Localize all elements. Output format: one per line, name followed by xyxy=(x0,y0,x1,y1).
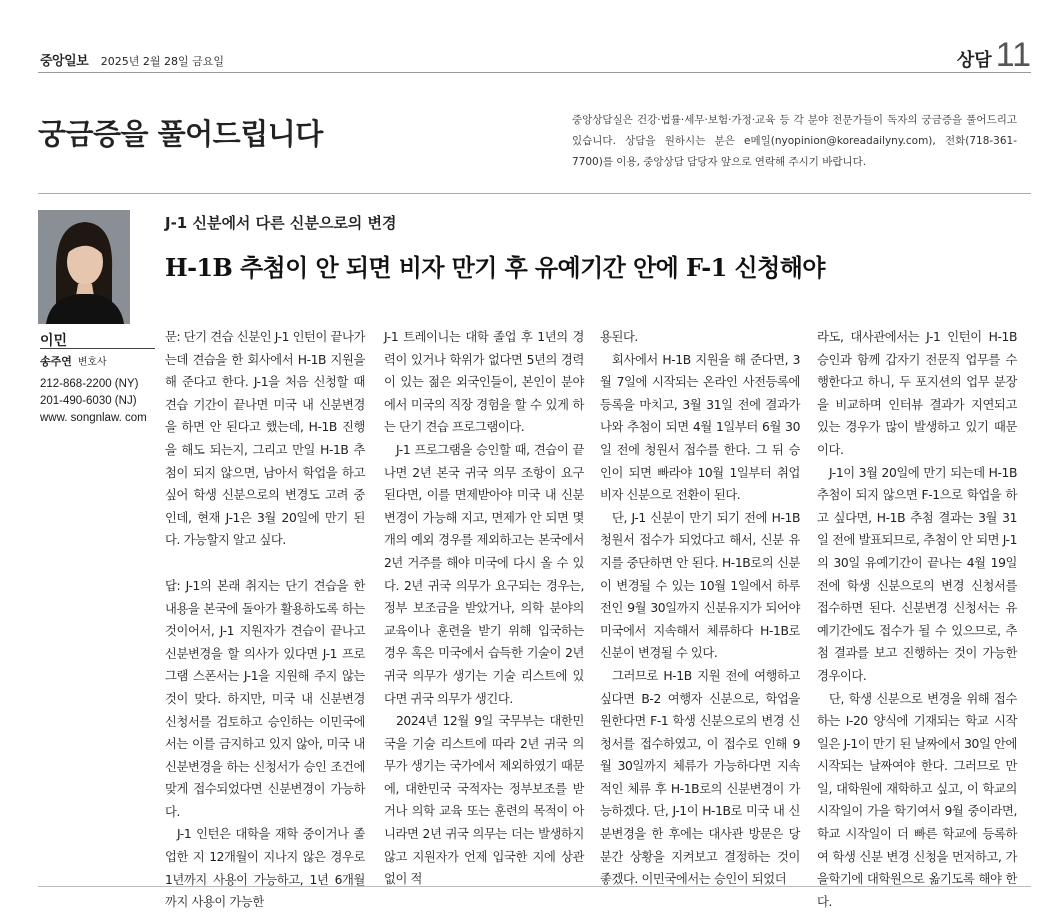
author-byline xyxy=(40,353,107,369)
author-category: 이민 xyxy=(40,333,68,349)
phone-ny: 212-868-2200 (NY) xyxy=(40,378,139,390)
body-paragraph: 그러므로 H-1B 지원 전에 여행하고 싶다면 B-2 여행자 신분으로, 학업을 원한다면 F-1 학생 신분으로의 변경 신청서를 접수하였고, 이 접수로 인해 9월 30일까지 체류가 가능하다면 지속적인 체류 후 H-1B로의 신분변경이 가능하겠다. 단, J-1이 H-1B로 미국 내 신분변경을 한 후에는 대사관 방문은 당분간 상황을 지켜보고 결정하는 것이 좋겠다. 이민국에서는 승인이 되었더 xyxy=(600,668,800,887)
header-divider xyxy=(38,72,1031,73)
article-headline: H-1B 추첨이 안 되면 비자 만기 후 유예기간 안에 F-1 신청해야 xyxy=(165,253,825,282)
body-paragraph: J-1 트레이니는 대학 졸업 후 1년의 경력이 있거나 학위가 없다면 5년의 경력이 있는 젊은 외국인들이, 본인이 분야에서 미국의 직장 경험을 할 수 있게 하는 단기 견습 프로그램이다. xyxy=(384,330,584,435)
masthead xyxy=(40,50,224,69)
intro-text: 중앙상담실은 건강·법률·세무·보험·가정·교육 등 각 분야 전문가들이 독자의 궁금증을 풀어드리고 있습니다. 상담을 원하시는 분은 e메일(nyopinion@koreadailyny.com), 전화(718-361-7700)를 이용, 중앙상담 담당자 앞으로 연락해 주시기 바랍니다. xyxy=(572,114,1017,168)
body-paragraph: J-1 프로그램을 승인할 때, 견습이 끝나면 2년 본국 귀국 의무 조항이 요구된다면, 이를 면제받아야 미국 내 신분 변경이 가능해 지고, 면제가 안 되면 몇 개의 예외 경우를 제외하고는 본국에서 2년 거주를 해야 미국에 다시 올 수 있다. 2년 귀국 의무가 요구되는 경우는, 정부 보조금을 받았거나, 의학 분야의 교육이나 훈련을 받기 위해 입국하는 경우 혹은 미국에서 습득한 기술이 2년 귀국 의무가 생기는 기술 리스트에 있다면 귀국 의무가 생긴다. xyxy=(384,442,584,706)
author-role: 변호사 xyxy=(77,357,107,368)
author-contact xyxy=(40,376,147,427)
title-divider xyxy=(38,193,1031,194)
body-paragraph: 단, J-1 신분이 만기 되기 전에 H-1B 청원서 접수가 되었다고 해서, 신분 유지를 중단하면 안 된다. H-1B로의 신분이 변경될 수 있는 10월 1일에서 하루 전인 9월 30일까지 신분유지가 되어야 미국에서 지속해서 체류하다 H-1B로 신분이 변경될 수 있다. xyxy=(600,510,800,661)
body-paragraph: 2024년 12월 9일 국무부는 대한민국을 기술 리스트에 따라 2년 귀국 의무가 생기는 국가에서 제외하였기 때문에, 대한민국 국적자는 정부보조를 받거나 의학 교육 또는 훈련의 목적이 아니라면 2년 귀국 의무는 더는 발생하지 않고 지원자가 언제 입국한 지에 상관없이 적 xyxy=(384,714,584,887)
newspaper-logo: 중앙일보 xyxy=(40,54,89,69)
body-paragraph: 단, 학생 신분으로 변경을 위해 접수하는 I-20 양식에 기재되는 학교 시작일은 J-1이 만기 된 날짜에서 30일 안에 시작되는 날짜여야 한다. 그러므로 만일, 대학원에 재학하고 싶고, 이 학교의 시작일이 가을 학기여서 9월 중이라면, 학교 시작일이 더 빠른 학교에 등록하여 학생 신분 변경 신청을 먼저하고, 가을학기에 대학원으로 옮기도록 해야 한다. xyxy=(817,691,1017,909)
answer-paragraph: 답: J-1의 본래 취지는 단기 견습을 한 내용을 본국에 돌아가 활용하도록 하는 것이어서, J-1 지원자가 견습이 끝나고 신분변경을 할 의사가 있다면 J-1 프로그램 스폰서는 J-1을 지원해 주지 않는 것이 맞다. 하지만, 미국 내 신분변경 신청서를 검토하고 승인하는 이민국에서는 이를 금지하고 있지 않아, 미국 내 신분변경을 하는 신청서가 승인 조건에 맞게 접수되었다면 신분변경이 가능하다. xyxy=(165,578,365,819)
website-link[interactable]: www. songnlaw. com xyxy=(40,412,147,424)
footer-divider xyxy=(38,886,1031,887)
page-number: 11 xyxy=(995,36,1031,74)
phone-nj: 201-490-6030 (NJ) xyxy=(40,395,137,407)
article-column-2 xyxy=(384,326,584,891)
body-paragraph: 용된다. xyxy=(600,330,638,344)
body-paragraph: 회사에서 H-1B 지원을 해 준다면, 3월 7일에 시작되는 온라인 사전등록에 등록을 마치고, 3월 31일 전에 결과가 나와 추첨이 되면 4월 1일부터 6월 30일 전에 청원서 접수를 한다. 그 뒤 승인이 되면 빠라야 10월 1일부터 취업비자 신분으로 전환이 된다. xyxy=(600,352,800,503)
author-divider xyxy=(40,348,155,349)
author-portrait-icon xyxy=(38,210,130,324)
article-column-4 xyxy=(817,326,1017,913)
body-paragraph: J-1이 3월 20일에 만기 되는데 H-1B 추첨이 되지 않으면 F-1으로 학업을 하고 싶다면, H-1B 추첨 결과는 3월 31일 전에 발표되므로, 추첨이 안 되면 J-1의 30일 유예기간이 끝나는 4월 19일 전에 학생 신분으로의 변경 신청서를 접수하면 된다. 신분변경 신청서는 유예기간에도 접수가 될 수 있으므로, 추첨 결과를 보고 진행하는 것이 가능한 경우이다. xyxy=(817,465,1017,683)
author-photo xyxy=(38,210,130,324)
author-name: 송주연 xyxy=(40,355,72,368)
body-paragraph: J-1 인턴은 대학을 재학 중이거나 졸업한 지 12개월이 지나지 않은 경우로 1년까지 사용이 가능하고, 1년 6개월까지 사용이 가능한 xyxy=(165,827,365,910)
section-name: 상담 xyxy=(956,50,992,71)
article-kicker: J-1 신분에서 다른 신분으로의 변경 xyxy=(165,214,397,232)
body-paragraph: 라도, 대사관에서는 J-1 인턴이 H-1B 승인과 함께 갑자기 전문직 업무를 수행한다고 하니, 두 포지션의 업무 분장을 비교하며 인터뷰 결과가 지연되고 있는 경우가 많이 발생하고 있기 때문이다. xyxy=(817,330,1017,457)
article-column-3 xyxy=(600,326,800,891)
page-title: 궁금증을 풀어드립니다 xyxy=(38,117,323,151)
article-column-1 xyxy=(165,326,365,914)
section-label xyxy=(957,38,1031,72)
issue-date: 2025년 2월 28일 금요일 xyxy=(100,55,225,68)
question-paragraph: 문: 단기 견습 신분인 J-1 인턴이 끝나가는데 견습을 한 회사에서 H-1B 지원을 해 준다고 한다. J-1을 처음 신청할 때 견습 기간이 끝나면 미국 내 신분변경을 하면 안 된다고 했는데, H-1B 진행을 해도 되는지, 그리고 만일 H-1B 추첨이 되지 않으면, 남아서 학업을 하고 싶어 학생 신분으로의 변경도 고려 중인데, 현재 J-1은 3월 20일에 만기 된다. 가능할지 알고 싶다. xyxy=(165,330,365,548)
